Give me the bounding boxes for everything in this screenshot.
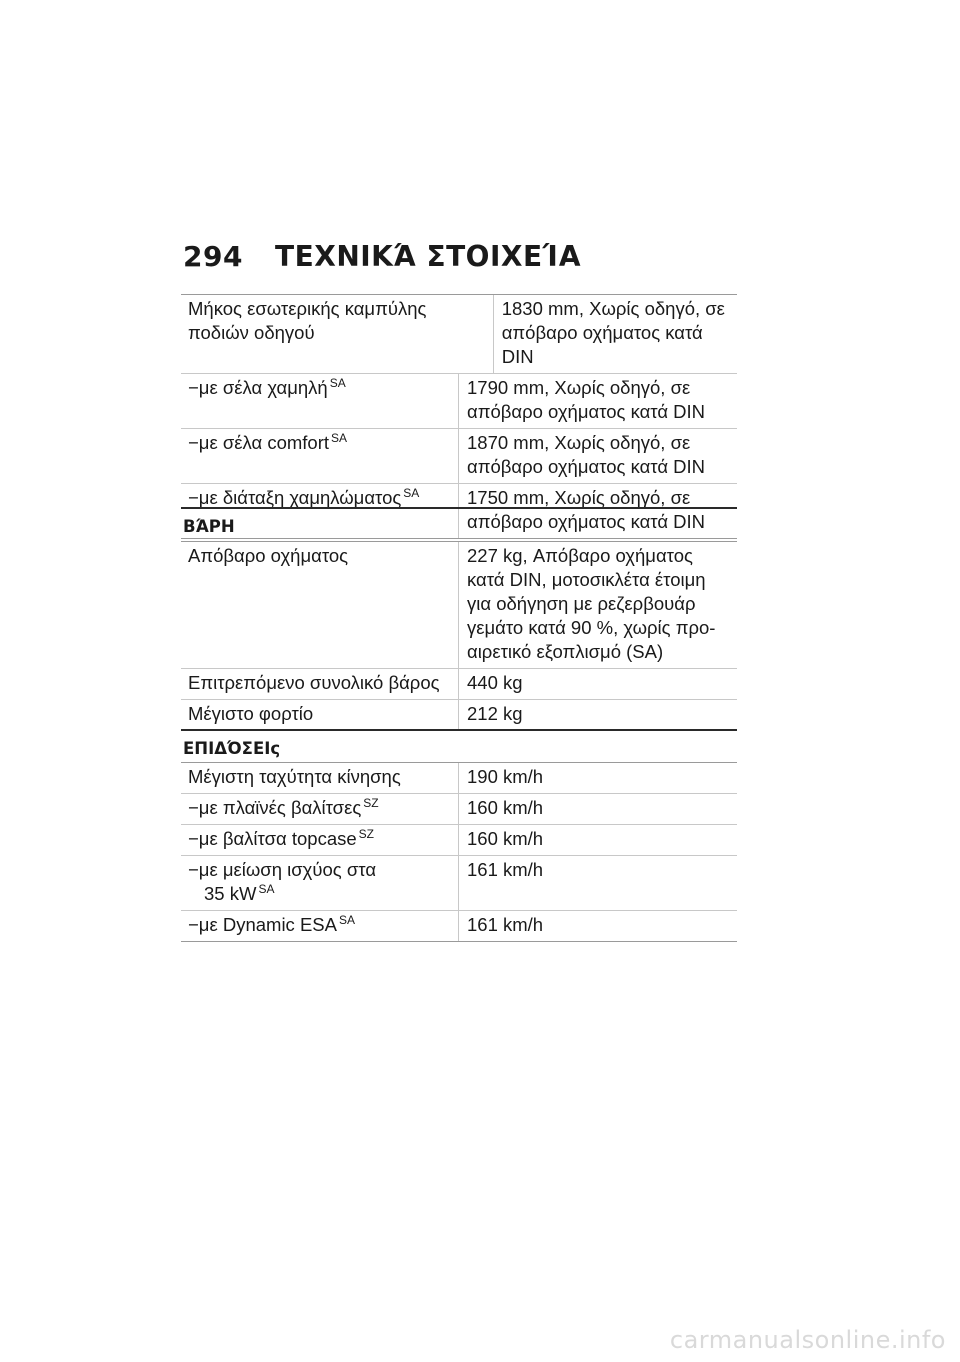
row-value: 1750 mm, Χωρίς οδηγό, σε απόβαρο οχήματος κατά DIN	[467, 487, 706, 532]
row-label: Μέγιστη ταχύτητα κίνησης	[181, 763, 459, 793]
footnote-mark: SA	[403, 486, 420, 500]
watermark: carmanualsonline.info	[669, 1326, 946, 1354]
row-label: −με σέλα χαμηλή $^{SA}$	[181, 374, 459, 428]
row-label: Μήκος εσωτερικής καμπύλης ποδιών οδηγού	[181, 295, 494, 373]
table-row	[181, 794, 737, 825]
footnote-mark: SA	[258, 882, 275, 896]
row-value: 1790 mm, Χωρίς οδηγό, σε απόβαρο οχήματος κατά DIN	[467, 377, 706, 422]
page-header	[183, 240, 581, 280]
row-label: −με μείωση ισχύος στα 35 kW $^{SA}$	[181, 856, 459, 910]
table-row	[181, 294, 737, 374]
footnote-mark: SA	[329, 376, 346, 390]
section-heading-weights: ΒΆΡΗ	[181, 507, 737, 543]
page-number: 294	[183, 240, 243, 273]
row-value: 190 km/h	[467, 766, 544, 787]
row-value: 1830 mm, Χωρίς οδηγό, σε απόβαρο οχήματος κατά DIN	[501, 298, 725, 367]
row-value: 160 km/h	[467, 828, 544, 849]
row-value: 161 km/h	[467, 859, 544, 880]
footnote-mark: SA	[338, 913, 355, 927]
table-row	[181, 541, 737, 669]
chapter-title: ΤΕΧΝΙΚΆ ΣΤΟΙΧΕΊΑ	[275, 240, 582, 273]
row-value: 1870 mm, Χωρίς οδηγό, σε απόβαρο οχήματος κατά DIN	[467, 432, 706, 477]
footnote-mark: SZ	[363, 796, 379, 810]
section-heading-performance: ΕΠΙΔΌΣΕΙς	[181, 729, 737, 765]
row-value: 440 kg	[467, 672, 523, 693]
row-label: Μέγιστο φορτίο	[181, 700, 459, 730]
dimensions-table	[181, 294, 737, 539]
table-row	[181, 669, 737, 700]
row-label: −με Dynamic ESA $^{SA}$	[181, 911, 459, 941]
table-row	[181, 911, 737, 942]
row-value: 160 km/h	[467, 797, 544, 818]
row-value: 227 kg, Απόβαρο οχήματος κατά DIN, μοτοσικλέτα έτοιμη για οδήγηση με ρεζερβουάρ γεμάτο κατά 90 %, χωρίς προ-αιρετικό εξοπλισμό (SA)	[467, 545, 716, 662]
footnote-mark: SZ	[358, 827, 374, 841]
performance-table	[181, 762, 737, 942]
footnote-mark: SA	[331, 431, 348, 445]
row-value: 212 kg	[467, 703, 523, 724]
row-label: −με πλαϊνές βαλίτσες $^{SZ}$	[181, 794, 459, 824]
row-value: 161 km/h	[467, 914, 544, 935]
table-row	[181, 825, 737, 856]
table-row	[181, 856, 737, 911]
weights-table	[181, 541, 737, 731]
row-label: −με σέλα comfort $^{SA}$	[181, 429, 459, 483]
table-row	[181, 762, 737, 794]
row-label: −με διάταξη χαμηλώματος $^{SA}$	[181, 484, 459, 538]
table-row	[181, 700, 737, 731]
row-label: Επιτρεπόμενο συνολικό βάρος	[181, 669, 459, 699]
row-label: Απόβαρο οχήματος	[181, 542, 459, 668]
row-label: −με βαλίτσα topcase $^{SZ}$	[181, 825, 459, 855]
table-row	[181, 429, 737, 484]
table-row	[181, 374, 737, 429]
